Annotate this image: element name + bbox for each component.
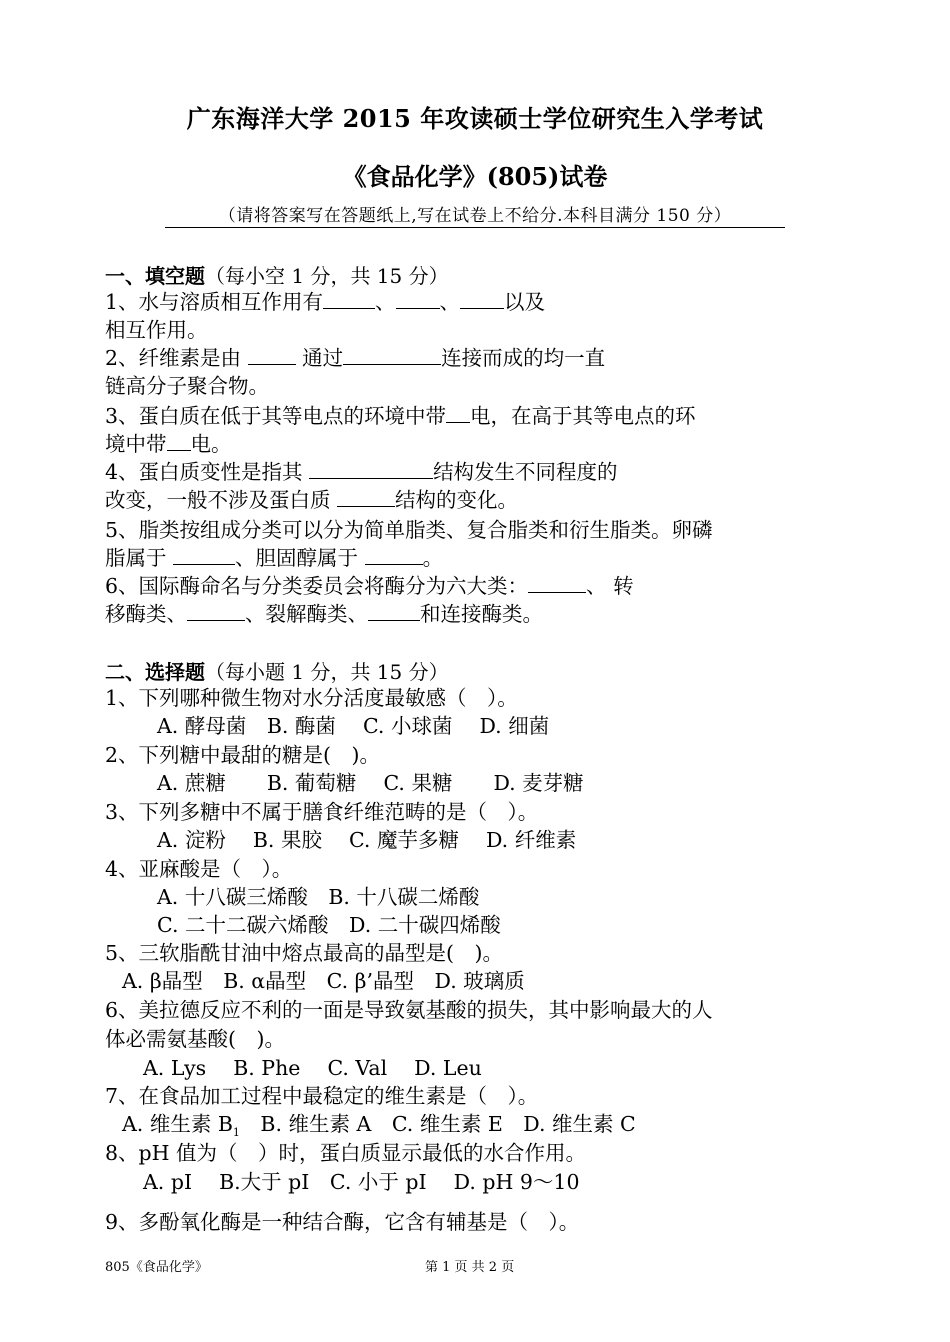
fill-q2-line2: 链高分子聚合物。	[105, 374, 269, 398]
section1-heading-row	[105, 260, 449, 289]
blank	[446, 404, 470, 423]
blank	[343, 346, 441, 365]
blank	[396, 290, 440, 309]
fill-q2-line1: 2、纤维素是由 通过 连接而成的均一直	[105, 346, 606, 370]
blank	[528, 574, 586, 593]
choice-q4-options-row1: A. 十八碳三烯酸 B. 十八碳二烯酸	[157, 885, 480, 909]
choice-q5-options: A. β晶型 B. α晶型 C. β’晶型 D. 玻璃质	[122, 969, 525, 993]
choice-q6-options: A. Lys B. Phe C. Val D. Leu	[143, 1056, 482, 1080]
fill-q4-line2: 改变，一般不涉及蛋白质 结构的变化。	[105, 488, 519, 512]
choice-q1: 1、下列哪种微生物对水分活度最敏感（ ）。	[105, 686, 518, 710]
exam-subtitle: 《食品化学》(805)试卷	[342, 162, 608, 191]
section1-heading: 一、填空题	[105, 264, 205, 288]
fill-q1-line2: 相互作用。	[105, 318, 208, 342]
section2-heading-row	[105, 656, 449, 685]
choice-q4: 4、亚麻酸是（ ）。	[105, 857, 293, 881]
blank	[248, 346, 296, 365]
choice-q3-options: A. 淀粉 B. 果胶 C. 魔芋多糖 D. 纤维素	[157, 828, 577, 852]
choice-q6-line2: 体必需氨基酸( )。	[105, 1027, 285, 1051]
choice-q5: 5、三软脂酰甘油中熔点最高的晶型是( )。	[105, 941, 504, 965]
fill-q5-line1: 5、脂类按组成分类可以分为简单脂类、复合脂类和衍生脂类。卵磷	[105, 518, 713, 542]
blank	[167, 432, 191, 451]
choice-q6-line1: 6、美拉德反应不利的一面是导致氨基酸的损失，其中影响最大的人	[105, 998, 713, 1022]
section1-note: （每小空 1 分，共 15 分）	[205, 264, 449, 288]
choice-q7: 7、在食品加工过程中最稳定的维生素是（ ）。	[105, 1084, 539, 1108]
blank	[368, 602, 420, 621]
exam-title: 广东海洋大学 2015 年攻读硕士学位研究生入学考试	[186, 104, 764, 133]
choice-q9: 9、多酚氧化酶是一种结合酶，它含有辅基是（ ）。	[105, 1210, 580, 1234]
choice-q2-options: A. 蔗糖 B. 葡萄糖 C. 果糖 D. 麦芽糖	[157, 771, 584, 795]
blank	[187, 602, 245, 621]
section2-note: （每小题 1 分，共 15 分）	[205, 660, 449, 684]
choice-q1-options: A. 酵母菌 B. 酶菌 C. 小球菌 D. 细菌	[157, 714, 550, 738]
fill-q3-line2: 境中带 电。	[105, 432, 232, 456]
choice-q8-options: A. pI B.大于 pI C. 小于 pI D. pH 9～10	[143, 1170, 580, 1194]
fill-q6-line1: 6、国际酶命名与分类委员会将酶分为六大类： 、 转	[105, 574, 634, 598]
fill-q5-line2: 脂属于 、胆固醇属于 。	[105, 546, 444, 570]
section2-heading: 二、选择题	[105, 660, 205, 684]
exam-notice: （请将答案写在答题纸上,写在试卷上不给分.本科目满分 150 分）	[165, 206, 785, 228]
blank	[460, 290, 504, 309]
blank	[309, 460, 433, 479]
choice-q2: 2、下列糖中最甜的糖是( )。	[105, 743, 381, 767]
blank	[323, 290, 375, 309]
fill-q1-line1: 1、水与溶质相互作用有 、 、 以及	[105, 290, 546, 314]
footer-course: 805《食品化学》	[105, 1260, 208, 1275]
choice-q8: 8、pH 值为（ ）时，蛋白质显示最低的水合作用。	[105, 1141, 587, 1165]
blank	[365, 546, 423, 565]
footer-page-number: 第 1 页 共 2 页	[425, 1260, 515, 1275]
choice-q3: 3、下列多糖中不属于膳食纤维范畴的是（ ）。	[105, 800, 539, 824]
fill-q3-line1: 3、蛋白质在低于其等电点的环境中带 电，在高于其等电点的环	[105, 404, 696, 428]
blank	[337, 488, 395, 507]
fill-q4-line1: 4、蛋白质变性是指其 结构发生不同程度的	[105, 460, 618, 484]
blank	[173, 546, 235, 565]
choice-q7-options: A. 维生素 $B_1$ B. 维生素 A C. 维生素 E D. 维生素 C	[122, 1112, 636, 1140]
choice-q4-options-row2: C. 二十二碳六烯酸 D. 二十碳四烯酸	[157, 913, 501, 937]
fill-q6-line2: 移酶类、 、裂解酶类、 和连接酶类。	[105, 602, 543, 626]
